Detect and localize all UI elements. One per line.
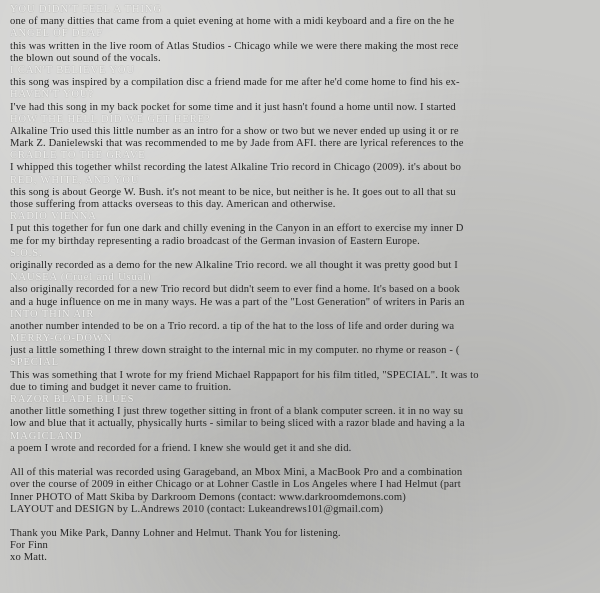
- track-description-line: me for my birthday representing a radio broadcast of the German invasion of Eastern Europe.: [10, 235, 420, 247]
- track-title: HAVEN'T YOU?: [10, 89, 94, 101]
- track-title: SPECIAL: [10, 357, 59, 369]
- track-title: HOW THE HELL DID WE GET HERE?: [10, 113, 211, 125]
- track-title: YOU DIDN'T FEEL A THING: [10, 4, 162, 15]
- liner-notes: [10, 4, 600, 565]
- track-title: ANGEL OF DEAF: [10, 28, 103, 40]
- track-description-line: this song was inspired by a compilation disc a friend made for me after he'd come home to find his ex-: [10, 77, 460, 89]
- spacer: [10, 516, 600, 528]
- thanks-line: xo Matt.: [10, 552, 48, 564]
- track-description-line: a poem I wrote and recorded for a friend. I knew she would get it and she did.: [10, 442, 352, 454]
- track-description-line: one of many ditties that came from a quiet evening at home with a midi keyboard and a fire on the he: [10, 16, 455, 28]
- track-description-line: I whipped this together whilst recording the latest Alkaline Trio record in Chicago (2009). it's about bo: [10, 162, 462, 174]
- track-description-line: This was something that I wrote for my friend Michael Rappaport for his film titled, "SPECIAL". It was to: [10, 369, 479, 381]
- track-description-line: Mark Z. Danielewski that was recommended to me by Jade from AFI. there are lyrical references to the: [10, 138, 464, 150]
- track-title: S.O.S.: [10, 247, 43, 259]
- credits-line: All of this material was recorded using Garageband, an Mbox Mini, a MacBook Pro and a combination: [10, 467, 463, 479]
- credits-line: over the course of 2009 in either Chicago or at Lohner Castle in Los Angeles where I had Helmut (part: [10, 479, 461, 491]
- track-description-line: originally recorded as a demo for the new Alkaline Trio record. we all thought it was pretty good but I: [10, 259, 458, 271]
- track-description-line: those suffering from attacks overseas to this day. American and otherwise.: [10, 199, 336, 210]
- track-title: MERRY-GO-DOWN: [10, 333, 113, 345]
- track-description-line: I've had this song in my back pocket for some time and it just hasn't found a home until now. I started: [10, 101, 456, 113]
- thanks-line: For Finn: [10, 540, 48, 552]
- thanks-line: Thank you Mike Park, Danny Lohner and Helmut. Thank You for listening.: [10, 528, 341, 540]
- track-description-line: just a little something I threw down straight to the internal mic in my computer. no rhyme or reason - (: [10, 345, 460, 357]
- track-description-line: low and blue that it actually, physically hurts - similar to being sliced with a razor blade and having a la: [10, 418, 465, 430]
- track-description-line: due to timing and budget it never came to fruition.: [10, 381, 232, 393]
- track-title: MAGICLAND: [10, 430, 83, 442]
- track-description-line: I put this together for fun one dark and chilly evening in the Canyon in an effort to exercise my inner D: [10, 223, 464, 235]
- spacer: [10, 455, 600, 467]
- track-description-line: this song is about George W. Bush. it's not meant to be nice, but neither is he. It goes out to all that su: [10, 186, 456, 198]
- track-title: RADIO VIENNA: [10, 211, 97, 223]
- track-title: RED, WHITE, AND YOU: [10, 174, 140, 186]
- track-title: RAZOR BLADE BLUES: [10, 394, 135, 405]
- track-description-line: and a huge influence on me in many ways. He was a part of the "Lost Generation" of writers in Paris an: [10, 296, 465, 308]
- track-title: NAUSEA (Cruel and Usual): [10, 272, 152, 284]
- credits-line: LAYOUT and DESIGN by L.Andrews 2010 (contact: Lukeandrews101@gmail.com): [10, 503, 384, 515]
- track-description-line: this was written in the live room of Atlas Studios - Chicago while we were there making the most rece: [10, 40, 459, 52]
- track-title: I CAN'T BELIEVE YOU: [10, 64, 135, 76]
- track-title: CRADLE TO THE GRAVE: [10, 150, 146, 162]
- track-description-line: Alkaline Trio used this little number as an intro for a show or two but we never ended up using it or re: [10, 125, 459, 137]
- track-description-line: the blown out sound of the vocals.: [10, 52, 161, 64]
- track-description-line: also originally recorded for a new Trio record but didn't seem to ever find a home. It's based on a book: [10, 284, 460, 296]
- credits-line: Inner PHOTO of Matt Skiba by Darkroom Demons (contact: www.darkroomdemons.com): [10, 491, 406, 503]
- track-description-line: another number intended to be on a Trio record. a tip of the hat to the loss of life and order during wa: [10, 320, 455, 332]
- track-description-line: another little something I just threw together sitting in front of a blank computer screen. it in no way su: [10, 406, 464, 418]
- track-title: INTO THIN AIR: [10, 308, 95, 320]
